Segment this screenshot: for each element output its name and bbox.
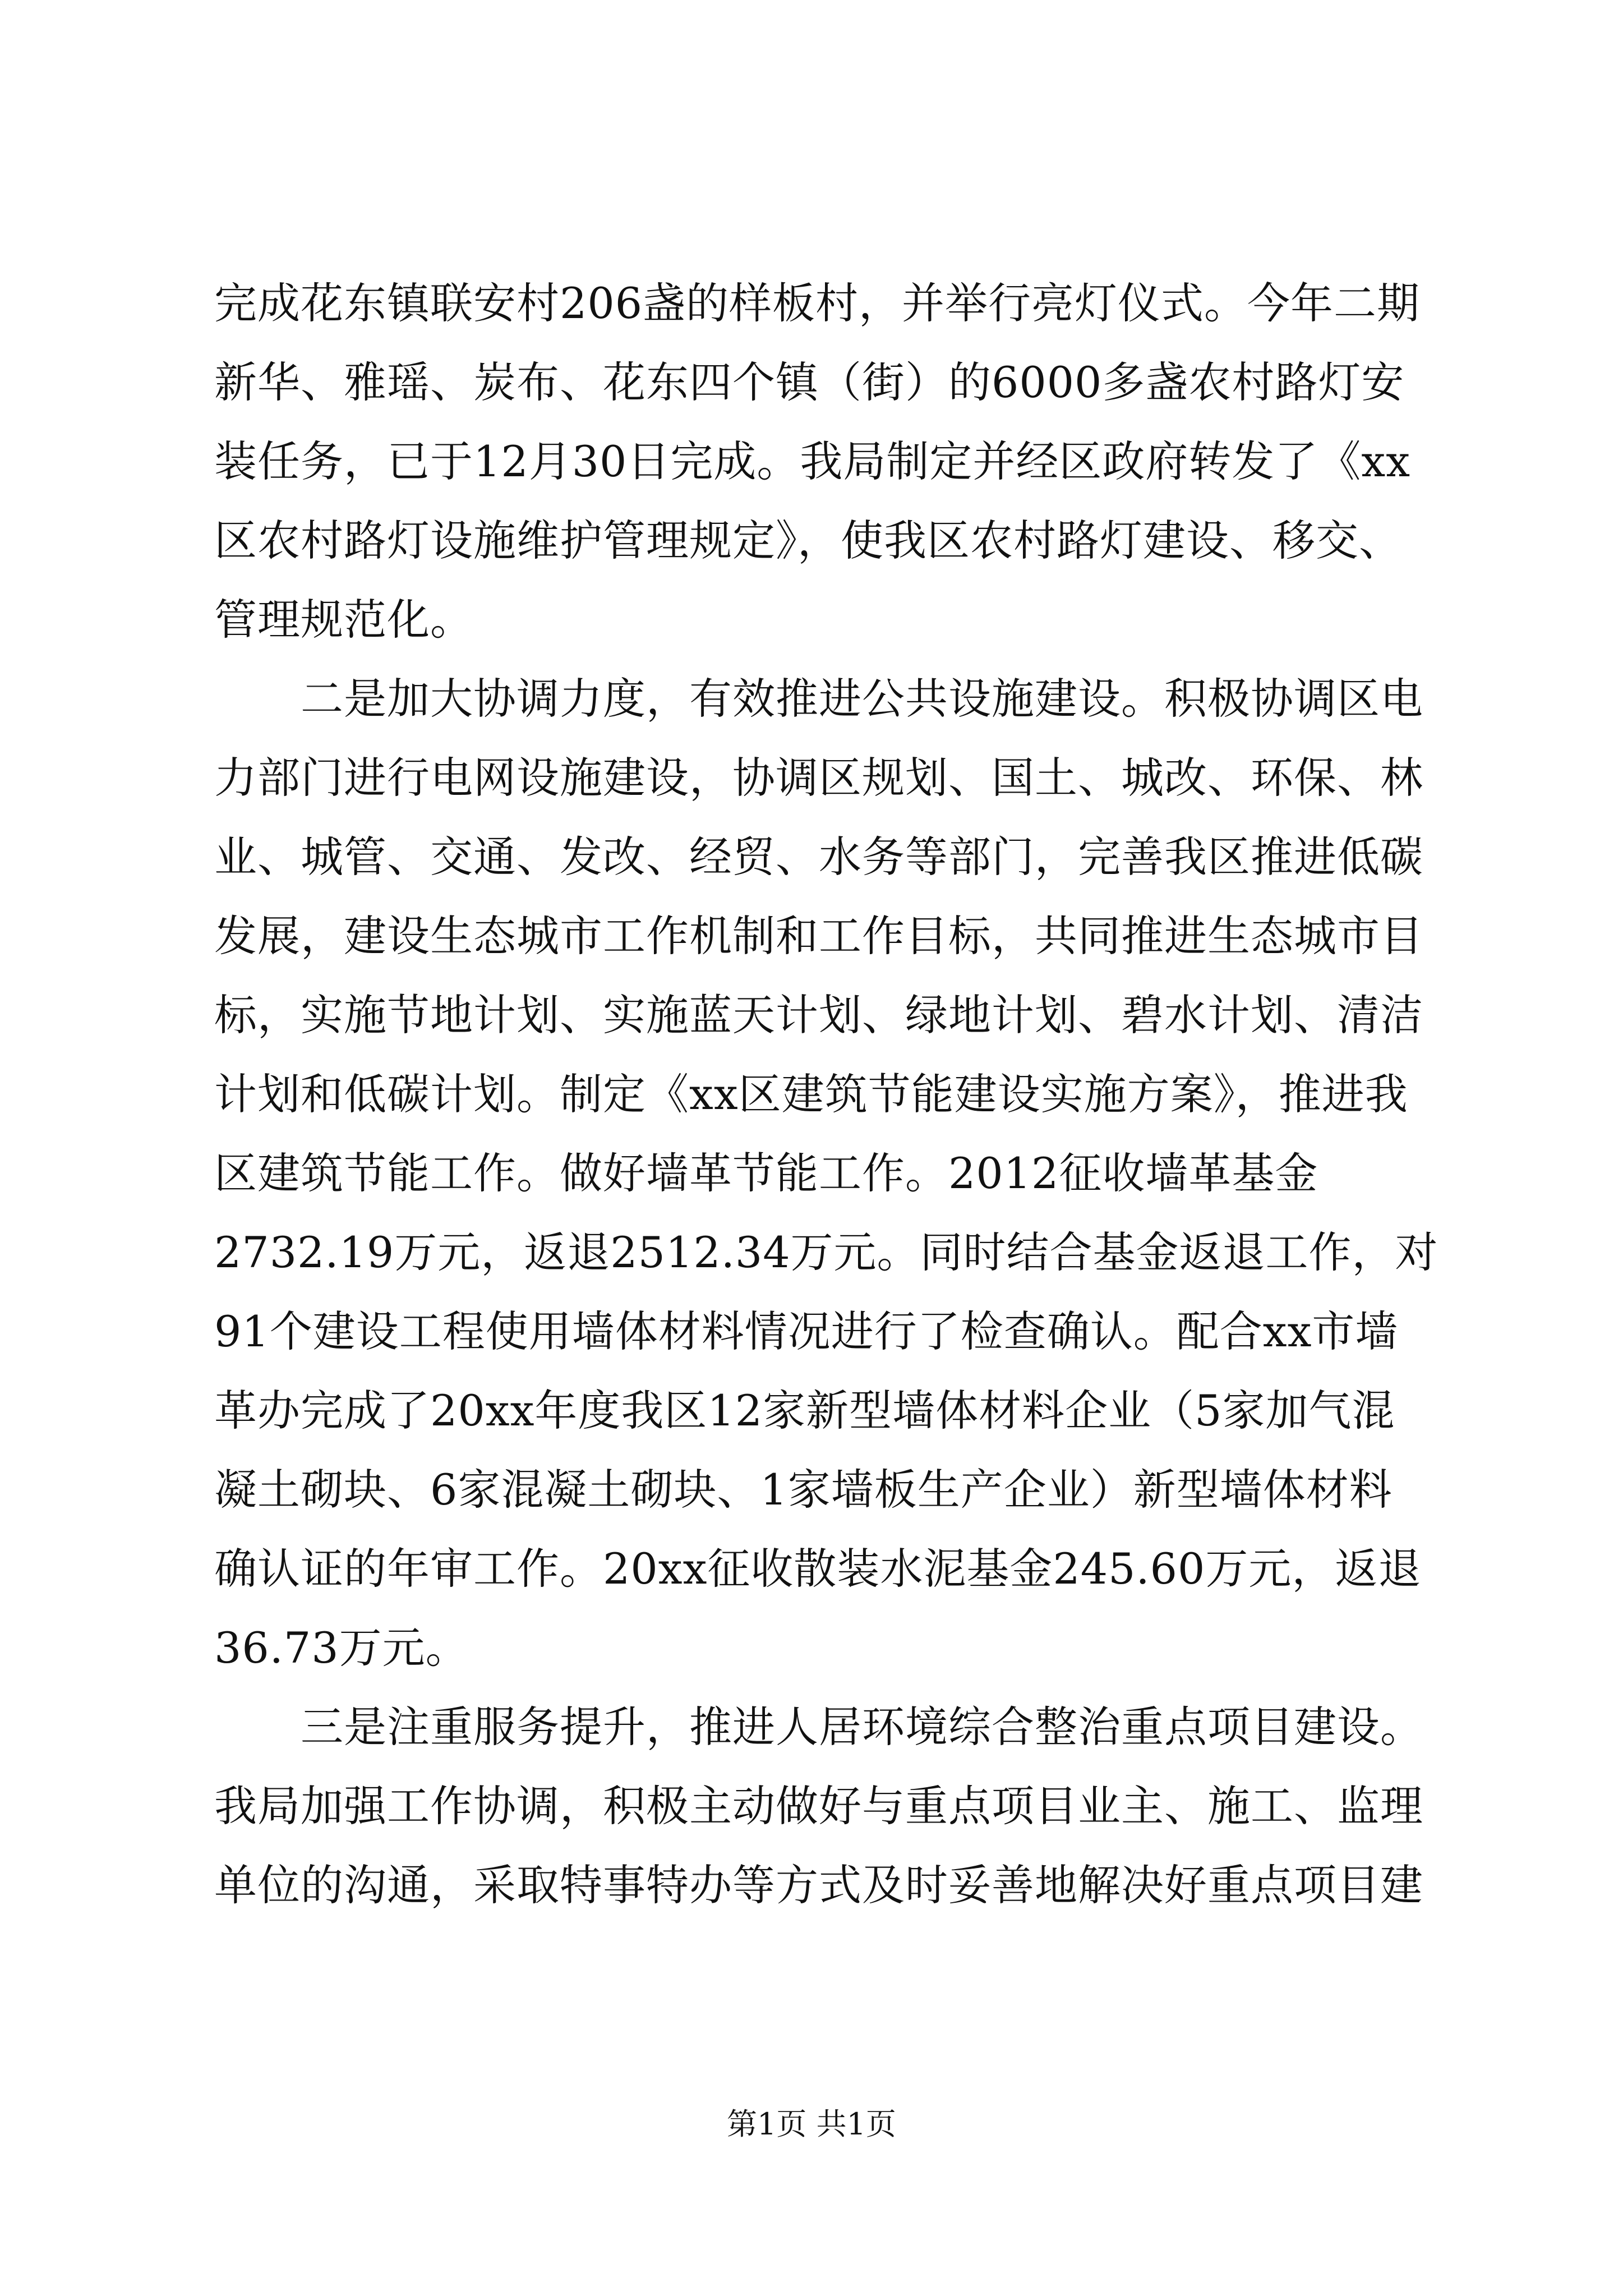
body-line: 凝土砌块、6家混凝土砌块、1家墙板生产企业）新型墙体材料 xyxy=(214,1465,1393,1515)
body-line: 确认证的年审工作。20xx征收散装水泥基金245.60万元，返退 xyxy=(214,1544,1422,1594)
body-line: 区建筑节能工作。做好墙革节能工作。2012征收墙革基金 xyxy=(214,1148,1318,1198)
body-line: 计划和低碳计划。制定《xx区建筑节能建设实施方案》，推进我 xyxy=(214,1069,1408,1119)
body-line: 区农村路灯设施维护管理规定》，使我区农村路灯建设、移交、 xyxy=(214,516,1402,565)
page-footer: 第1页 共1页 xyxy=(727,2106,896,2142)
body-line: 我局加强工作协调，积极主动做好与重点项目业主、施工、监理 xyxy=(214,1781,1423,1831)
body-line: 发展，建设生态城市工作机制和工作目标，共同推进生态城市目 xyxy=(214,911,1423,961)
body-line: 革办完成了20xx年度我区12家新型墙体材料企业（5家加气混 xyxy=(214,1386,1395,1435)
body-line: 36.73万元。 xyxy=(214,1623,469,1673)
body-line: 单位的沟通，采取特事特办等方式及时妥善地解决好重点项目建 xyxy=(214,1860,1423,1910)
document-body xyxy=(214,264,1438,1925)
paragraph-start-line: 三是注重服务提升，推进人居环境综合整治重点项目建设。 xyxy=(301,1702,1423,1752)
body-line: 完成花东镇联安村206盏的样板村，并举行亮灯仪式。今年二期 xyxy=(214,278,1421,328)
body-line: 91个建设工程使用墙体材料情况进行了检查确认。配合xx市墙 xyxy=(214,1306,1399,1356)
body-line: 新华、雅瑶、炭布、花东四个镇（街）的6000多盏农村路灯安 xyxy=(214,357,1405,407)
body-line: 装任务，已于12月30日完成。我局制定并经区政府转发了《xx xyxy=(214,436,1411,486)
body-line: 标，实施节地计划、实施蓝天计划、绿地计划、碧水计划、清洁 xyxy=(214,990,1423,1040)
body-line: 2732.19万元，返退2512.34万元。同时结合基金返退工作，对 xyxy=(214,1227,1438,1277)
body-line: 管理规范化。 xyxy=(214,595,473,645)
body-line: 力部门进行电网设施建设，协调区规划、国土、城改、环保、林 xyxy=(214,753,1423,803)
paragraph-start-line: 二是加大协调力度，有效推进公共设施建设。积极协调区电 xyxy=(301,674,1423,724)
body-line: 业、城管、交通、发改、经贸、水务等部门，完善我区推进低碳 xyxy=(214,832,1423,882)
